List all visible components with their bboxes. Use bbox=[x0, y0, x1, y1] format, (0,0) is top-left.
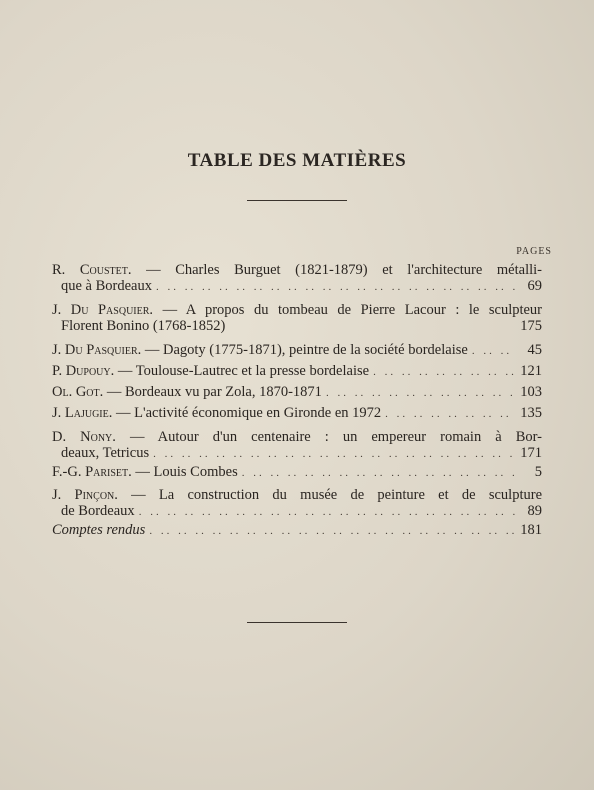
toc-author: P. Dupouy. bbox=[52, 363, 115, 379]
toc-page-number: 69 bbox=[527, 278, 542, 294]
toc-entry-line bbox=[52, 405, 542, 422]
toc-page-number: 171 bbox=[520, 445, 542, 461]
dot-leader bbox=[373, 364, 516, 380]
toc-entry bbox=[52, 384, 542, 401]
dot-leader bbox=[242, 465, 516, 481]
toc-page-number: 181 bbox=[520, 522, 542, 538]
toc-entry bbox=[52, 302, 542, 335]
toc-author: F.-G. Pariset. bbox=[52, 464, 132, 480]
toc-title-continued: deaux, Tetricus bbox=[61, 445, 150, 461]
toc-author: D. Nony. bbox=[52, 429, 116, 445]
dot-leader bbox=[472, 343, 516, 359]
toc-page-number: 45 bbox=[527, 342, 542, 358]
page-title: TABLE DES MATIÈRES bbox=[187, 150, 407, 171]
toc-title: — Toulouse-Lautrec et la presse bordelaise bbox=[117, 363, 370, 379]
toc-title: — Charles Burguet (1821-1879) et l'architecture métalli- bbox=[146, 262, 542, 278]
pages-column-label: PAGES bbox=[516, 246, 552, 257]
toc-entry-line bbox=[52, 487, 542, 503]
toc-title-continued: Florent Bonino (1768-1852) bbox=[61, 318, 226, 334]
toc-entry bbox=[52, 522, 542, 539]
toc-author: J. Du Pasquier. bbox=[52, 302, 154, 318]
toc-entry-line bbox=[52, 302, 542, 318]
toc-title: — La construction du musée de peinture et de sculpture bbox=[131, 487, 543, 503]
title-divider bbox=[247, 200, 347, 201]
toc-title: — Louis Combes bbox=[135, 464, 238, 480]
toc-entry-line bbox=[52, 522, 542, 539]
toc-entry-line bbox=[52, 318, 542, 335]
toc-entry bbox=[52, 464, 542, 481]
dot-leader bbox=[149, 523, 516, 539]
toc-entry-line bbox=[52, 384, 542, 401]
toc-entry-line bbox=[52, 363, 542, 380]
toc-entry-line bbox=[52, 429, 542, 445]
toc-page-number: 135 bbox=[520, 405, 542, 421]
toc-entry bbox=[52, 342, 542, 359]
toc-page-number: 89 bbox=[527, 503, 542, 519]
toc-author: J. Pinçon. bbox=[52, 487, 118, 503]
toc-title: — Autour d'un centenaire : un empereur romain à Bor- bbox=[129, 429, 543, 445]
toc-title-continued: que à Bordeaux bbox=[61, 278, 152, 294]
toc-entry-line bbox=[52, 464, 542, 481]
toc-entry-line bbox=[52, 262, 542, 278]
toc-entry-line bbox=[52, 445, 542, 462]
dot-leader bbox=[326, 385, 516, 401]
toc-author: Ol. Got. bbox=[52, 384, 104, 400]
dot-leader bbox=[139, 504, 516, 520]
dot-leader bbox=[156, 279, 516, 295]
toc-title: — L'activité économique en Gironde en 1972 bbox=[116, 405, 382, 421]
toc-title: — A propos du tombeau de Pierre Lacour : le sculpteur bbox=[162, 302, 543, 318]
toc-entry bbox=[52, 405, 542, 422]
dot-leader bbox=[153, 446, 516, 462]
toc-entry bbox=[52, 262, 542, 295]
toc-author: J. Du Pasquier. bbox=[52, 342, 142, 358]
toc-page-number: 103 bbox=[520, 384, 542, 400]
toc-author: R. Coustet. bbox=[52, 262, 132, 278]
toc-title-continued: de Bordeaux bbox=[61, 503, 135, 519]
toc-author: J. Lajugie. bbox=[52, 405, 113, 421]
toc-entry-line bbox=[52, 342, 542, 359]
toc-title: Comptes rendus bbox=[52, 522, 146, 538]
toc-entry-line bbox=[52, 278, 542, 295]
toc-entry-line bbox=[52, 503, 542, 520]
toc-entry bbox=[52, 429, 542, 462]
dot-leader bbox=[385, 406, 516, 422]
toc-entry bbox=[52, 487, 542, 520]
bottom-divider bbox=[247, 622, 347, 623]
toc-page-number: 121 bbox=[520, 363, 542, 379]
toc-entry bbox=[52, 363, 542, 380]
toc-page-number: 175 bbox=[520, 318, 542, 334]
toc-title: — Bordeaux vu par Zola, 1870-1871 bbox=[106, 384, 322, 400]
toc-title: — Dagoty (1775-1871), peintre de la société bordelaise bbox=[144, 342, 468, 358]
toc-page-number: 5 bbox=[534, 464, 542, 480]
